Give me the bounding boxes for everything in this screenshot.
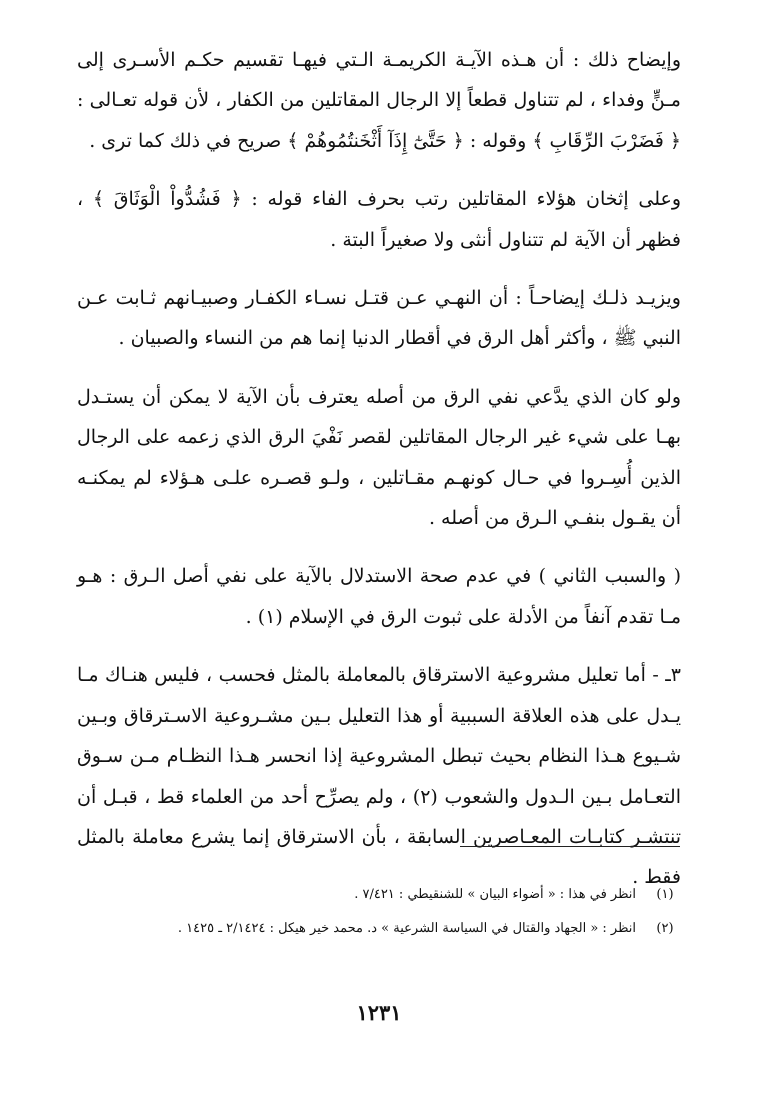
footnotes bbox=[77, 878, 678, 946]
paragraph-1: وإيضاح ذلك : أن هـذه الآيـة الكريمـة الـتي فيهـا تقسيم حكـم الأسـرى إلى مـنٍّ وفداء ، لم تتناول قطعاً إلا الرجال المقاتلين من الكفار ، لأن قوله تعـالى : ﴿ فَضَرْبَ الرِّقَابِ ﴾ وقوله : ﴿ حَتَّىٰٓ إِذَآ أَثْخَنتُمُوهُمْ ﴾ صريح في ذلك كما ترى . bbox=[77, 49, 681, 152]
paragraph-2: وعلى إثخان هؤلاء المقاتلين رتب بحرف الفاء قوله : ﴿ فَشُدُّواْ الْوَثَاقَ ﴾ ، فظهر أن الآية لم تتناول أنثى ولا صغيراً البتة . bbox=[77, 188, 681, 251]
page-number: ١٢٣١ bbox=[356, 1000, 402, 1025]
footnote-mark: (٢) bbox=[656, 921, 674, 936]
footnote-mark: (١) bbox=[656, 887, 674, 902]
footnote-divider bbox=[460, 846, 680, 847]
main-text bbox=[77, 40, 681, 916]
footnote-1 bbox=[77, 878, 678, 912]
paragraph-3: ويزيـد ذلـك إيضاحـاً : أن النهـي عـن قتـل نسـاء الكفـار وصبيـانهم ثـابت عـن النبي ﷺ ، وأكثر أهل الرق في أقطار الدنيا إنما هم من النساء والصبيان . bbox=[77, 287, 681, 350]
paragraph-6: ٣ـ - أما تعليل مشروعية الاسترقاق بالمعاملة بالمثل فحسب ، فليس هنـاك مـا يـدل على هذه العلاقة السببية أو هذا التعليل بـين مشـروعية الاسـترقاق وبـين شـيوع هـذا النظام بحيث تبطل المشروعية إذا انحسر هـذا النظـام مـن سـوق التعـامل بـين الـدول والشعوب (٢) ، ولم يصرِّح أحد من العلماء قط ، قبـل أن تنتشـر كتابـات المعـاصرين السابقة ، بأن الاسترقاق إنما يشرع معاملة بالمثل فقط . bbox=[77, 664, 681, 889]
paragraph-5: ( والسبب الثاني ) في عدم صحة الاستدلال بالآية على نفي أصل الـرق : هـو مـا تقدم آنفاً من الأدلة على ثبوت الرق في الإسلام (١) . bbox=[77, 565, 681, 628]
footnote-text: انظر : « الجهاد والقتال في السياسة الشرعية » د. محمد خير هيكل : ٢/١٤٢٤ ـ ١٤٢٥ . bbox=[177, 921, 636, 936]
paragraph-4: ولو كان الذي يدَّعي نفي الرق من أصله يعترف بأن الآية لا يمكن أن يستـدل بهـا على شيء غير الرجال المقاتلين لقصر نَفْيَ الرق الذي زعمه على الرجال الذين أُسِـروا في حـال كونهـم مقـاتلين ، ولـو قصـره علـى هـؤلاء لم يمكنـه أن يقـول بنفـي الـرق من أصله . bbox=[77, 385, 681, 530]
footnote-text: انظر في هذا : « أضواء البيان » للشنقيطي : ٧/٤٢١ . bbox=[354, 887, 636, 902]
footnote-2 bbox=[77, 912, 678, 946]
